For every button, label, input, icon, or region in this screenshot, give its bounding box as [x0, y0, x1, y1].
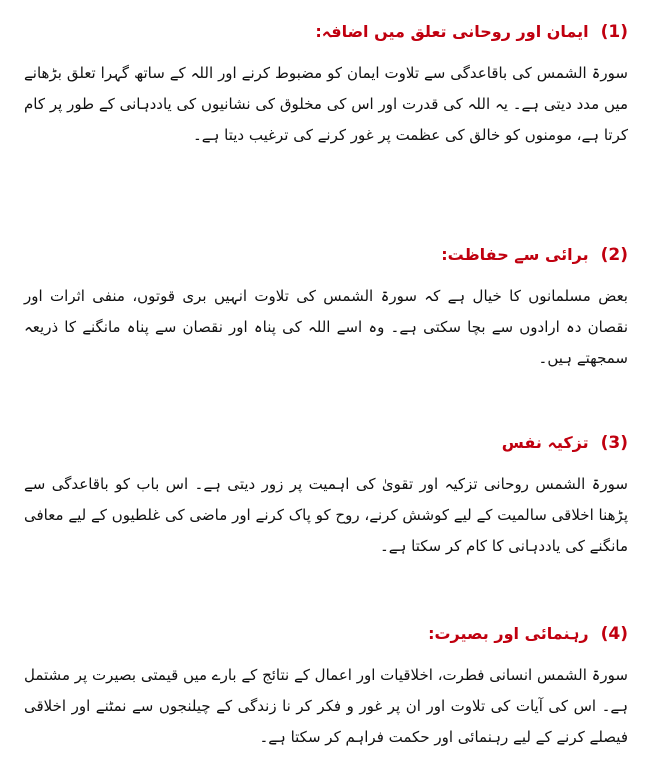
section-paragraph: بعض مسلمانوں کا خیال ہے کہ سورۃ الشمس کی تلاوت انہیں بری قوتوں، منفی اثرات اور نقصان دہ ارادوں سے بچا سکتی ہے۔ وہ اسے اللہ کی پناہ اور نقصان سے پناہ مانگنے کا ذریعہ سمجھتے ہیں۔	[24, 287, 628, 367]
section-heading	[24, 431, 628, 455]
section-title: ایمان اور روحانی تعلق میں اضافہ:	[315, 22, 589, 41]
section-title: رہنمائی اور بصیرت:	[428, 624, 589, 643]
section-paragraph: سورۃ الشمس کی باقاعدگی سے تلاوت ایمان کو مضبوط کرنے اور اللہ کے ساتھ گہرا تعلق بڑھانے میں مدد دیتی ہے۔ یہ اللہ کی قدرت اور اس کی مخلوق کی نشانیوں کی یاددہانی کے طور پر کام کرتا ہے، مومنوں کو خالق کی عظمت پر غور کرنے کی ترغیب دیتا ہے۔	[24, 64, 628, 144]
section-paragraph: سورۃ الشمس انسانی فطرت، اخلاقیات اور اعمال کے نتائج کے بارے میں قیمتی بصیرت پر مشتمل ہے۔ اس کی آیات کی تلاوت اور ان پر غور و فکر کر نا زندگی کے چیلنجوں سے نمٹنے اور اخلاقی فیصلے کرنے کے لیے رہنمائی اور حکمت فراہم کر سکتا ہے۔	[24, 666, 628, 746]
section-number: (2)	[600, 245, 628, 265]
section-guidance	[24, 622, 628, 753]
section-title: تزکیہ نفس	[501, 433, 589, 452]
section-number: (1)	[600, 22, 628, 42]
section-number: (3)	[600, 433, 628, 453]
section-faith-connection	[24, 20, 628, 151]
section-number: (4)	[600, 624, 628, 644]
section-purification	[24, 431, 628, 562]
section-protection	[24, 243, 628, 374]
section-title: برائی سے حفاظت:	[441, 245, 589, 264]
section-heading	[24, 243, 628, 267]
section-paragraph: سورۃ الشمس روحانی تزکیہ اور تقویٰ کی اہمیت پر زور دیتی ہے۔ اس باب کو باقاعدگی سے پڑھنا اخلاقی سالمیت کے لیے کوشش کرنے، روح کو پاک کرنے اور ماضی کی غلطیوں کے لیے معافی مانگنے کی یاددہانی کا کام کر سکتا ہے۔	[24, 475, 628, 555]
section-heading	[24, 622, 628, 646]
section-heading	[24, 20, 628, 44]
